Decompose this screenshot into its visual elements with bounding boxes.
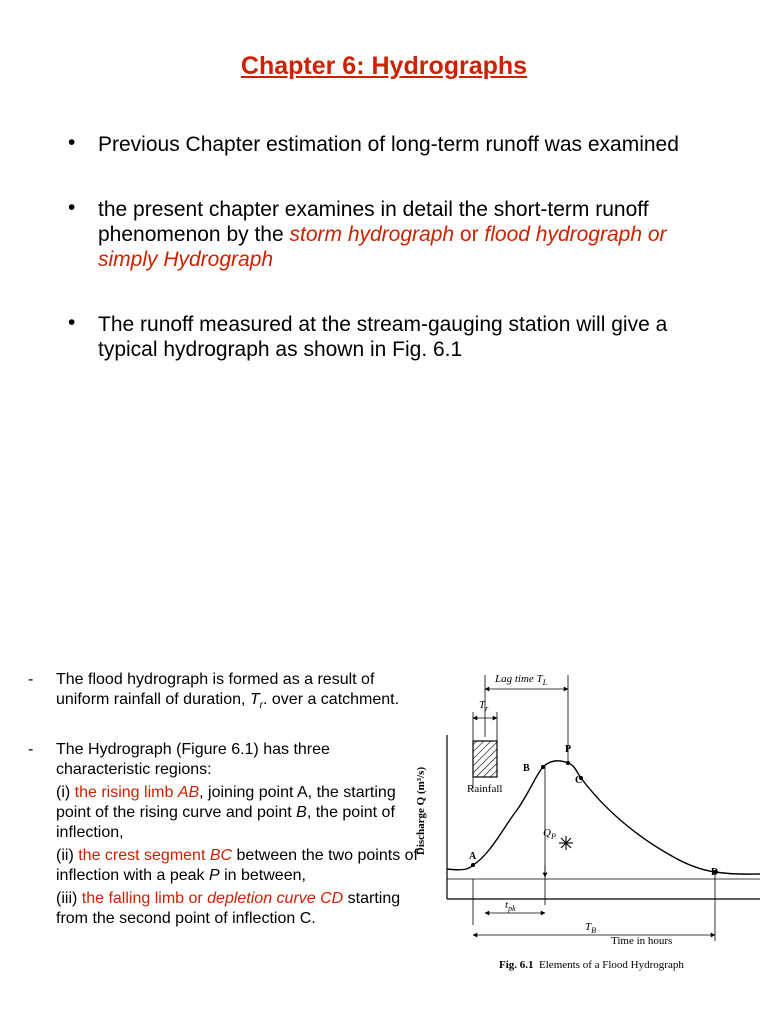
item-1-text: The flood hydrograph is formed as a result of uniform rainfall of duration,	[56, 671, 375, 708]
figure-caption: Fig. 6.1 Elements of a Flood Hydrograph	[499, 959, 684, 971]
dash-marker: -	[28, 741, 34, 759]
flood-hydrograph-figure	[415, 665, 765, 985]
point-p-label: P	[565, 744, 572, 755]
rising-limb-term: the rising limb	[74, 784, 178, 802]
falling-limb-term: the falling limb or	[81, 890, 208, 908]
bullet-3	[68, 312, 728, 362]
region-i-label: (i)	[56, 784, 75, 802]
point-b-ref: B	[296, 804, 307, 822]
crest-segment-term: the crest segment	[78, 847, 210, 865]
bullet-2	[68, 197, 728, 272]
point-b-label: B	[523, 763, 530, 774]
bullet-2-text: the present chapter examines in detail the short-term runoff phenomenon by the	[98, 198, 649, 246]
point-a-marker	[471, 863, 475, 867]
bullet-1-text: Previous Chapter estimation of long-term runoff was examined	[98, 133, 679, 156]
item-1-end: . over a catchment.	[263, 691, 400, 708]
region-ii-text: between the two points of inflection with a peak	[56, 847, 418, 885]
region-ii-end: in between,	[219, 867, 306, 885]
dash-item-1	[28, 670, 418, 716]
region-falling-limb	[56, 889, 418, 929]
region-i-text: , joining point A, the starting point of the rising curve and point	[56, 784, 396, 822]
region-iii-text: starting from the second point of inflection C.	[56, 890, 401, 928]
bullet-dot-icon: •	[68, 311, 76, 334]
flood-hydrograph-term: flood hydrograph or simply Hydrograph	[98, 223, 667, 271]
bc-term: BC	[209, 847, 233, 865]
tr-symbol: T	[249, 691, 260, 708]
y-axis-label: Discharge Q (m³/s)	[415, 766, 428, 856]
tpk-label: $t_{pk}$	[505, 899, 516, 914]
region-ii-label: (ii)	[56, 847, 79, 865]
bullet-3-text: The runoff measured at the stream-gauging station will give a typical hydrograph as shown in Fig. 6.1	[98, 313, 668, 361]
item-2-intro: The Hydrograph (Figure 6.1) has three characteristic regions:	[56, 741, 330, 779]
tr-subscript: r	[259, 700, 263, 712]
region-rising-limb	[56, 783, 418, 843]
hydrograph-curve	[447, 761, 760, 874]
point-d-label: D	[711, 867, 719, 878]
depletion-curve-term: depletion curve CD	[207, 890, 344, 908]
asterisk-icon	[559, 836, 573, 850]
ab-term: AB	[177, 784, 200, 802]
x-axis-label: Time in hours	[611, 935, 673, 947]
hydrograph-description	[28, 670, 418, 929]
storm-hydrograph-term: storm hydrograph	[289, 223, 455, 246]
bullet-list	[68, 132, 728, 402]
or-word: or	[454, 223, 485, 246]
dash-item-2	[28, 740, 418, 929]
page-title: Chapter 6: Hydrographs	[240, 52, 528, 80]
bullet-dot-icon: •	[68, 131, 76, 154]
region-i-end: , the point of inflection,	[56, 804, 395, 842]
bullet-1	[68, 132, 728, 157]
point-c-label: C	[575, 775, 583, 786]
region-crest-segment	[56, 846, 418, 886]
bullet-dot-icon: •	[68, 196, 76, 219]
tr-label: $T_r$	[479, 699, 489, 714]
dash-marker: -	[28, 671, 34, 688]
tb-label: $T_B$	[585, 921, 597, 936]
rainfall-block	[473, 741, 497, 777]
qp-label: $Q_P$	[543, 827, 556, 842]
point-a-label: A	[469, 851, 477, 862]
point-b-marker	[541, 765, 545, 769]
hydrograph-diagram	[425, 665, 765, 985]
rainfall-label: Rainfall	[467, 783, 503, 795]
point-p-ref: P	[208, 867, 220, 885]
point-p-marker	[566, 761, 570, 765]
region-iii-label: (iii)	[56, 890, 82, 908]
lag-time-label: Lag time $T_L$	[495, 673, 548, 688]
